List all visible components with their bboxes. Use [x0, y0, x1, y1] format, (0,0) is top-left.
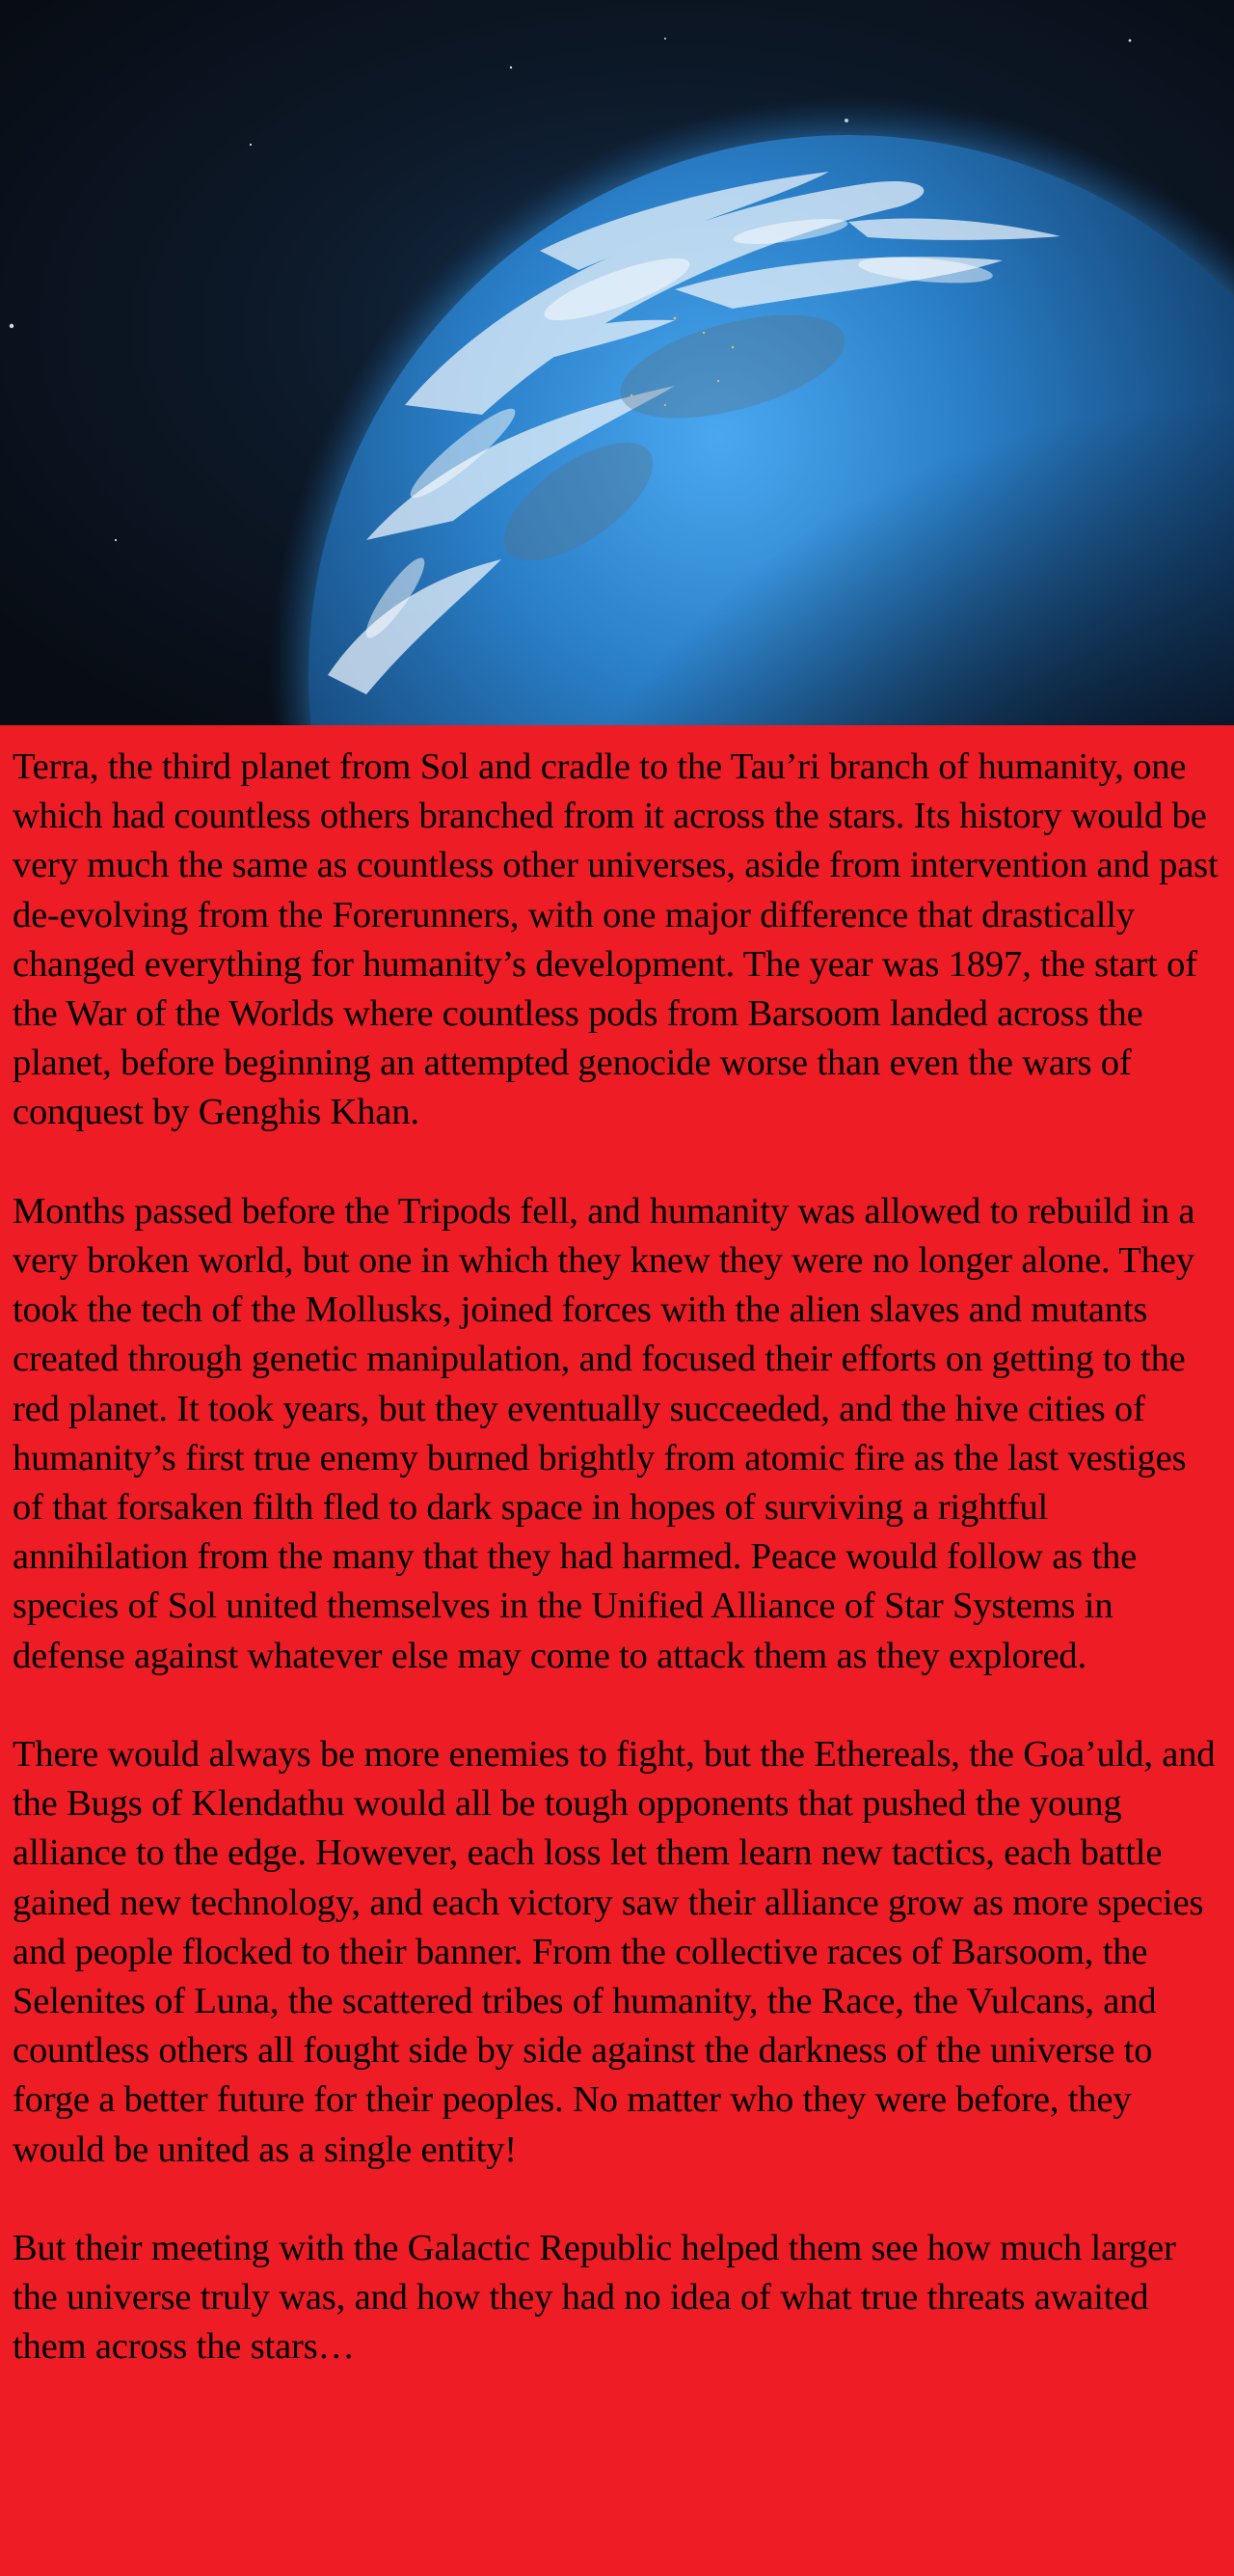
story-paragraph-3: There would always be more enemies to fight, but the Ethereals, the Goa’uld, and the Bugs of Klendathu would all be tough opponents that pushed the young alliance to the edge. However, each loss let them learn new tactics, each battle gained new technology, and each victory saw their alliance grow as more species and people flocked to their banner. From the collective races of Barsoom, the Selenites of Luna, the scattered tribes of humanity, the Race, the Vulcans, and countless others all fought side by side against the darkness of the universe to forge a better future for their peoples. No matter who they were before, they would be united as a single entity!: [13, 1734, 1216, 2170]
planet-earth-image: [0, 0, 1234, 725]
story-text: [0, 725, 1234, 2576]
story-paragraph-2: Months passed before the Tripods fell, and humanity was allowed to rebuild in a very broken world, but one in which they knew they were no longer alone. They took the tech of the Mollusks, joined forces with the alien slaves and mutants created through genetic manipulation, and focused their efforts on getting to the red planet. It took years, but they eventually succeeded, and the hive cities of humanity’s first true enemy burned brightly from atomic fire as the last vestiges of that forsaken filth fled to dark space in hopes of surviving a rightful annihilation from the many that they had harmed. Peace would follow as the species of Sol united themselves in the Unified Alliance of Star Systems in defense against whatever else may come to attack them as they explored.: [13, 1190, 1195, 1676]
story-paragraph-4: But their meeting with the Galactic Republic helped them see how much larger the universe truly was, and how they had no idea of what true threats awaited them across the stars…: [13, 2228, 1176, 2368]
story-paragraph-1: Terra, the third planet from Sol and cradle to the Tau’ri branch of humanity, one which had countless others branched from it across the stars. Its history would be very much the same as countless other universes, aside from intervention and past de-evolving from the Forerunners, with one major difference that drastically changed everything for humanity’s development. The year was 1897, the start of the War of the Worlds where countless pods from Barsoom landed across the planet, before beginning an attempted genocide worse than even the wars of conquest by Genghis Khan.: [13, 746, 1219, 1133]
hero-image: [0, 0, 1234, 725]
